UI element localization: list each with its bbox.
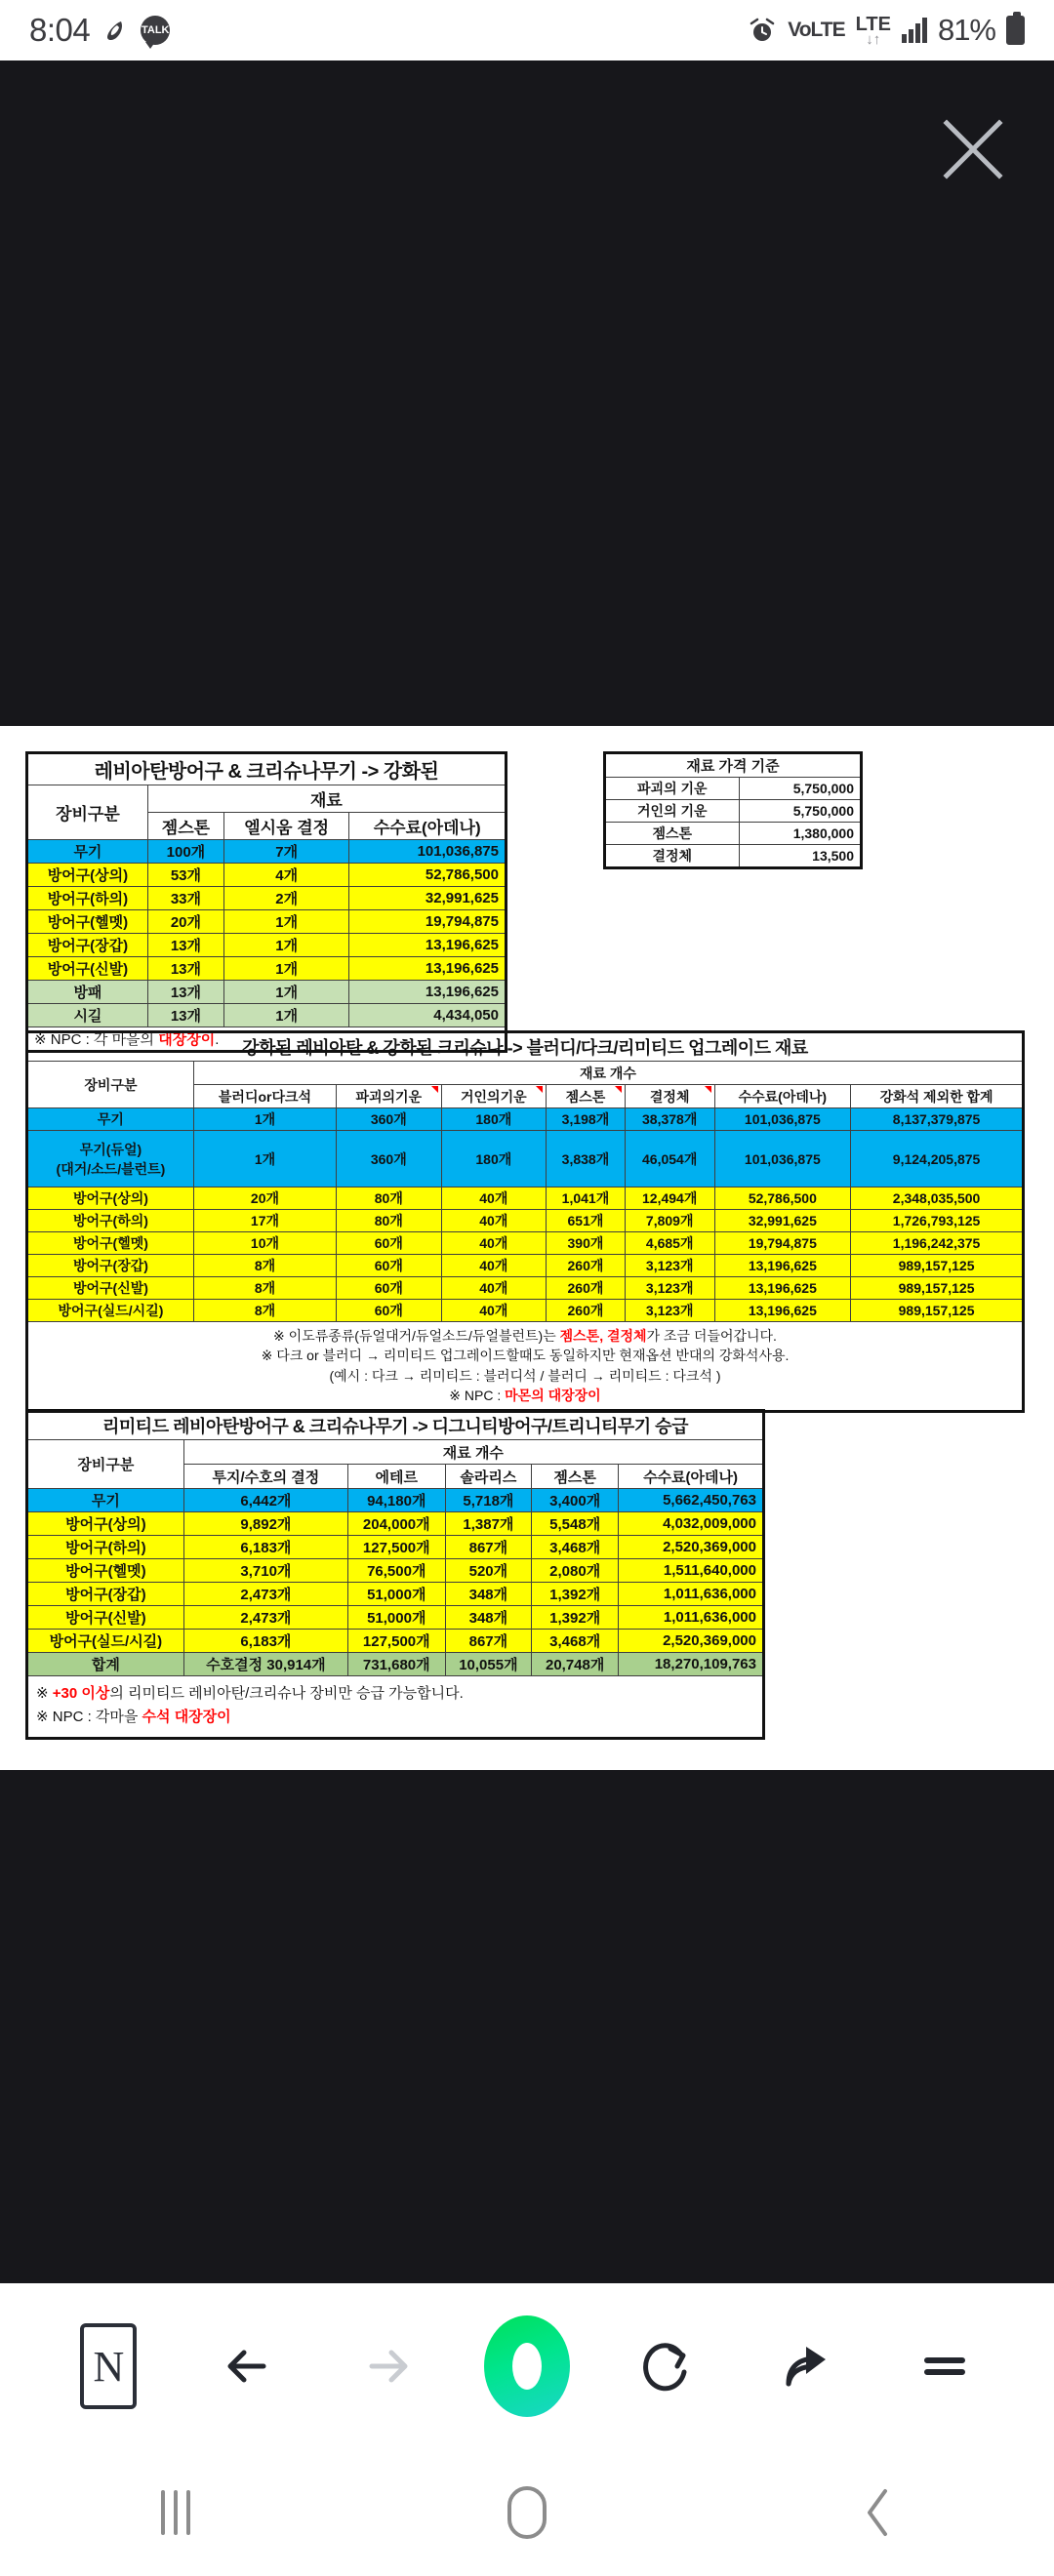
table2-row5-c3: 260개 [547, 1255, 626, 1277]
table2-row0-c4: 38,378개 [625, 1108, 714, 1131]
table2-row5-c1: 60개 [337, 1255, 442, 1277]
table3-row3-c4: 1,511,640,000 [619, 1559, 764, 1583]
table2-row4-c3: 390개 [547, 1232, 626, 1255]
table2-row3-c0: 17개 [193, 1210, 336, 1232]
table2-row6-name: 방어구(신발) [27, 1277, 194, 1300]
volte-icon: VoLTE [788, 19, 845, 41]
table2-row7-c1: 60개 [337, 1300, 442, 1322]
table1-row4-c1: 1개 [223, 934, 348, 957]
table2-row0-c2: 180개 [441, 1108, 547, 1131]
table2-row4-c6: 1,196,242,375 [851, 1232, 1024, 1255]
table3-row5-c1: 51,000개 [348, 1606, 445, 1630]
browser-toolbar [0, 2283, 1054, 2449]
table2-row3-c2: 40개 [441, 1210, 547, 1232]
table-row [27, 1255, 1024, 1277]
table2-row3-c3: 651개 [547, 1210, 626, 1232]
table3-row6-c0: 6,183개 [183, 1630, 347, 1653]
table3-row1-c4: 4,032,009,000 [619, 1512, 764, 1536]
table3-row4-c2: 348개 [445, 1583, 532, 1606]
table1-row4-c2: 13,196,625 [349, 934, 507, 957]
table-row [27, 1108, 1024, 1131]
price-row1-name: 거인의 기운 [605, 800, 740, 823]
table-row [27, 1630, 764, 1653]
price-row3-value: 13,500 [739, 845, 861, 868]
viewed-image[interactable] [0, 726, 1054, 1770]
table-row [27, 1232, 1024, 1255]
forward-button[interactable] [341, 2319, 434, 2413]
table1-title: 레비아탄방어구 & 크리슈나무기 -> 강화된 [27, 753, 507, 785]
arrow-right-icon [356, 2335, 419, 2397]
table3-notes [27, 1676, 764, 1739]
table1-col-2: 수수료(아데나) [349, 813, 507, 840]
table3-row6-c2: 867개 [445, 1630, 532, 1653]
table3-row3-name: 방어구(헬멧) [27, 1559, 184, 1583]
table3-row3-c2: 520개 [445, 1559, 532, 1583]
table3-row1-name: 방어구(상의) [27, 1512, 184, 1536]
table2-row7-c2: 40개 [441, 1300, 547, 1322]
table3-note-2 [36, 1706, 754, 1729]
table1-group-header: 재료 [147, 785, 506, 813]
share-arrow-icon [775, 2335, 837, 2397]
table2-row6-c1: 60개 [337, 1277, 442, 1300]
price-row0-name: 파괴의 기운 [605, 778, 740, 800]
table2-notes-row [27, 1322, 1024, 1412]
table3-col-0: 투지/수호의 결정 [183, 1465, 347, 1489]
table-row [27, 957, 507, 981]
table2-row5-c0: 8개 [193, 1255, 336, 1277]
table-row [27, 1512, 764, 1536]
table3-row5-c4: 1,011,636,000 [619, 1606, 764, 1630]
table2-note4-red: 마몬의 대장장이 [505, 1387, 601, 1403]
hamburger-menu-icon [913, 2335, 976, 2397]
table3 [25, 1409, 765, 1740]
back-button[interactable] [201, 2319, 295, 2413]
status-bar [0, 0, 1054, 60]
table2-note-3: (예시 : 다크 → 리미티드 : 블러디석 / 블러디 → 리미티드 : 다크석 ) [329, 1367, 721, 1384]
table2-note1-a: ※ 이도류종류(듀얼대거/듀얼소드/듀얼블런트)는 [273, 1328, 560, 1344]
table3-total-row [27, 1653, 764, 1676]
table3-row5-c3: 1,392개 [532, 1606, 619, 1630]
table3-total-c0: 수호결정 30,914개 [183, 1653, 347, 1676]
table1-row7-c0: 13개 [147, 1004, 223, 1027]
back-button[interactable] [820, 2459, 937, 2566]
table2-row7-c6: 989,157,125 [851, 1300, 1024, 1322]
menu-button[interactable] [898, 2319, 992, 2413]
table3-row4-c0: 2,473개 [183, 1583, 347, 1606]
table2-row7-c0: 8개 [193, 1300, 336, 1322]
table3-row6-c4: 2,520,369,000 [619, 1630, 764, 1653]
table3-row0-c3: 3,400개 [532, 1489, 619, 1512]
table1-row3-name: 방어구(헬멧) [27, 910, 148, 934]
price-title: 재료 가격 기준 [605, 753, 862, 778]
table2-row0-c6: 8,137,379,875 [851, 1108, 1024, 1131]
table1-col-equipment: 장비구분 [27, 785, 148, 840]
table1-row5-c1: 1개 [223, 957, 348, 981]
table1-row7-c1: 1개 [223, 1004, 348, 1027]
table1-row6-name: 방패 [27, 981, 148, 1004]
table3-row4-c3: 1,392개 [532, 1583, 619, 1606]
table2-row6-c4: 3,123개 [625, 1277, 714, 1300]
table2-row3-c4: 7,809개 [625, 1210, 714, 1232]
table1-row0-c1: 7개 [223, 840, 348, 864]
status-bar-right [748, 13, 1025, 48]
table3-row2-c0: 6,183개 [183, 1536, 347, 1559]
table1-row5-c0: 13개 [147, 957, 223, 981]
table2-row1-c6: 9,124,205,875 [851, 1131, 1024, 1187]
table1-row3-c1: 1개 [223, 910, 348, 934]
table2-row4-c0: 10개 [193, 1232, 336, 1255]
alarm-clock-icon [748, 16, 777, 45]
table3-title-row [27, 1411, 764, 1440]
table2-row5-c2: 40개 [441, 1255, 547, 1277]
table3-col-equipment: 장비구분 [27, 1440, 184, 1489]
table3-note1-red: +30 이상 [52, 1685, 110, 1702]
status-clock: 8:04 [29, 12, 91, 48]
table2-row1-c2: 180개 [441, 1131, 547, 1187]
table3-row1-c3: 5,548개 [532, 1512, 619, 1536]
signal-bars-icon [902, 18, 927, 43]
table3-row3-c0: 3,710개 [183, 1559, 347, 1583]
table3-row1-c0: 9,892개 [183, 1512, 347, 1536]
table1-row7-name: 시길 [27, 1004, 148, 1027]
naver-home-button[interactable] [61, 2319, 155, 2413]
table1-note-suffix: . [215, 1031, 220, 1048]
table2-row3-c1: 80개 [337, 1210, 442, 1232]
network-type-icon [856, 15, 891, 47]
table2-note-4 [28, 1386, 1022, 1405]
table3-row2-c2: 867개 [445, 1536, 532, 1559]
table3-row4-c4: 1,011,636,000 [619, 1583, 764, 1606]
table1-header-row-1 [27, 785, 507, 813]
home-icon [507, 2486, 547, 2539]
table1-row1-c0: 53개 [147, 864, 223, 887]
table3-note2-a: ※ NPC : 각마을 [36, 1709, 142, 1725]
table2-row1-c1: 360개 [337, 1131, 442, 1187]
table2-note1-b: 가 조금 더들어갑니다. [646, 1328, 777, 1344]
table1-row0-name: 무기 [27, 840, 148, 864]
table2-title: 강화된 레비아탄 & 강화된 크리슈나 -> 블러디/다크/리미티드 업그레이드 재료 [27, 1032, 1024, 1062]
table1-row2-c1: 2개 [223, 887, 348, 910]
table2-row6-c5: 13,196,625 [714, 1277, 851, 1300]
table2-row5-name: 방어구(장갑) [27, 1255, 194, 1277]
table3-group-header: 재료 개수 [183, 1440, 763, 1465]
table2-note-2: ※ 다크 or 블러디 → 리미티드 업그레이드할때도 동일하지만 현재옵션 반대의 강화석사용. [261, 1348, 790, 1364]
table-row [605, 778, 862, 800]
recents-button[interactable] [117, 2459, 234, 2566]
network-arrows: ↓↑ [866, 30, 881, 48]
reload-button[interactable] [620, 2319, 713, 2413]
table2-col-5: 수수료(아데나) [714, 1085, 851, 1108]
table3-row2-c3: 3,468개 [532, 1536, 619, 1559]
table2-row0-name: 무기 [27, 1108, 194, 1131]
table3-note-1 [36, 1682, 754, 1706]
table2-note4-a: ※ NPC : [449, 1387, 506, 1403]
share-button[interactable] [759, 2319, 853, 2413]
table3-row1-c2: 1,387개 [445, 1512, 532, 1536]
table2-col-1: 파괴의기운 [337, 1085, 442, 1108]
table2-row2-c1: 80개 [337, 1187, 442, 1210]
image-viewer [0, 60, 1054, 2274]
table1-row0-c0: 100개 [147, 840, 223, 864]
table1-row2-name: 방어구(하의) [27, 887, 148, 910]
table3-total-c2: 10,055개 [445, 1653, 532, 1676]
table-row [27, 1131, 1024, 1187]
table2-row0-c0: 1개 [193, 1108, 336, 1131]
table2-row4-c2: 40개 [441, 1232, 547, 1255]
table2-row7-c5: 13,196,625 [714, 1300, 851, 1322]
table3-row6-name: 방어구(실드/시길) [27, 1630, 184, 1653]
table2-row0-c5: 101,036,875 [714, 1108, 851, 1131]
table3-col-4: 수수료(아데나) [619, 1465, 764, 1489]
table2-row0-c1: 360개 [337, 1108, 442, 1131]
table2-row6-c6: 989,157,125 [851, 1277, 1024, 1300]
table1-col-1: 엘시움 결정 [223, 813, 348, 840]
table3-col-2: 솔라리스 [445, 1465, 532, 1489]
table2-row6-c2: 40개 [441, 1277, 547, 1300]
table1-row6-c1: 1개 [223, 981, 348, 1004]
table1-note-red: 대장장이 [158, 1031, 216, 1048]
price-row1-value: 5,750,000 [739, 800, 861, 823]
table2-row6-c3: 260개 [547, 1277, 626, 1300]
table3-note1-b: 의 리미티드 레비아탄/크리슈나 장비만 승급 가능합니다. [109, 1685, 464, 1702]
table3-row0-c2: 5,718개 [445, 1489, 532, 1512]
table3-row0-c4: 5,662,450,763 [619, 1489, 764, 1512]
table1-row5-name: 방어구(신발) [27, 957, 148, 981]
table3-col-1: 에테르 [348, 1465, 445, 1489]
android-nav-bar [0, 2449, 1054, 2576]
table2-row4-c4: 4,685개 [625, 1232, 714, 1255]
table3-row0-c1: 94,180개 [348, 1489, 445, 1512]
table3-row2-name: 방어구(하의) [27, 1536, 184, 1559]
table3-total-c1: 731,680개 [348, 1653, 445, 1676]
table2-row7-name: 방어구(실드/시길) [27, 1300, 194, 1322]
table1-row6-c2: 13,196,625 [349, 981, 507, 1004]
table2-row7-c4: 3,123개 [625, 1300, 714, 1322]
table3-note1-a: ※ [36, 1685, 53, 1702]
table-row [27, 1004, 507, 1027]
table2-row2-c3: 1,041개 [547, 1187, 626, 1210]
table3-row3-c3: 2,080개 [532, 1559, 619, 1583]
table2-col-2: 거인의기운 [441, 1085, 547, 1108]
table2-col-0: 블러디or다크석 [193, 1085, 336, 1108]
table3-row2-c4: 2,520,369,000 [619, 1536, 764, 1559]
table2-row5-c6: 989,157,125 [851, 1255, 1024, 1277]
table-row [27, 1536, 764, 1559]
table1 [25, 751, 507, 1053]
table-row [27, 1606, 764, 1630]
table2-note-1 [28, 1326, 1022, 1346]
table2-row4-c5: 19,794,875 [714, 1232, 851, 1255]
table3-row1-c1: 204,000개 [348, 1512, 445, 1536]
table3-row4-c1: 51,000개 [348, 1583, 445, 1606]
recents-icon [161, 2490, 190, 2535]
reload-icon [635, 2335, 698, 2397]
table2-row1-name [27, 1131, 194, 1187]
price-row0-value: 5,750,000 [739, 778, 861, 800]
table-row [27, 981, 507, 1004]
table1-col-0: 젬스톤 [147, 813, 223, 840]
status-bar-left [29, 12, 170, 49]
table3-row4-name: 방어구(장갑) [27, 1583, 184, 1606]
table-row [27, 840, 507, 864]
green-ring-icon [484, 2315, 570, 2417]
table3-total-c3: 20,748개 [532, 1653, 619, 1676]
table-row [27, 1210, 1024, 1232]
table1-row2-c2: 32,991,625 [349, 887, 507, 910]
table2-row5-c4: 3,123개 [625, 1255, 714, 1277]
table2-row2-c4: 12,494개 [625, 1187, 714, 1210]
table1-row0-c2: 101,036,875 [349, 840, 507, 864]
table3-row0-name: 무기 [27, 1489, 184, 1512]
table3-row5-name: 방어구(신발) [27, 1606, 184, 1630]
network-label: LTE [855, 13, 891, 35]
table2-notes [27, 1322, 1024, 1412]
table2-title-row [27, 1032, 1024, 1062]
table-row [27, 1489, 764, 1512]
table2-col-3: 젬스톤 [547, 1085, 626, 1108]
table2-row7-c3: 260개 [547, 1300, 626, 1322]
table3-total-name: 합계 [27, 1653, 184, 1676]
table-row [605, 800, 862, 823]
back-chevron-icon [854, 2483, 903, 2542]
table2-row6-c0: 8개 [193, 1277, 336, 1300]
table2 [25, 1030, 1025, 1413]
table-row [27, 887, 507, 910]
table1-row7-c2: 4,434,050 [349, 1004, 507, 1027]
table2-row1-name-line1: 무기(듀얼) [79, 1141, 142, 1157]
battery-icon [1006, 16, 1025, 45]
table3-container [25, 1409, 765, 1740]
table-row [27, 1187, 1024, 1210]
table3-row2-c1: 127,500개 [348, 1536, 445, 1559]
table2-row4-name: 방어구(헬멧) [27, 1232, 194, 1255]
table-row [27, 1559, 764, 1583]
price-title-row [605, 753, 862, 778]
price-row3-name: 결정체 [605, 845, 740, 868]
table-row [27, 1277, 1024, 1300]
close-icon[interactable] [931, 107, 1015, 191]
table-row [27, 1583, 764, 1606]
table2-row0-c3: 3,198개 [547, 1108, 626, 1131]
table-row [27, 910, 507, 934]
table3-row6-c1: 127,500개 [348, 1630, 445, 1653]
table3-col-3: 젬스톤 [532, 1465, 619, 1489]
table2-note1-red: 젬스톤, 결정체 [559, 1328, 647, 1344]
table2-row1-c4: 46,054개 [625, 1131, 714, 1187]
table3-total-c4: 18,270,109,763 [619, 1653, 764, 1676]
table3-header-row-1 [27, 1440, 764, 1465]
table2-col-4: 결정체 [625, 1085, 714, 1108]
table3-row3-c1: 76,500개 [348, 1559, 445, 1583]
table1-row3-c0: 20개 [147, 910, 223, 934]
table2-row3-name: 방어구(하의) [27, 1210, 194, 1232]
table3-row5-c2: 348개 [445, 1606, 532, 1630]
table2-col-6: 강화석 제외한 합계 [851, 1085, 1024, 1108]
table3-row6-c3: 3,468개 [532, 1630, 619, 1653]
table2-row4-c1: 60개 [337, 1232, 442, 1255]
table1-row1-c2: 52,786,500 [349, 864, 507, 887]
table2-row2-c0: 20개 [193, 1187, 336, 1210]
table2-row5-c5: 13,196,625 [714, 1255, 851, 1277]
table3-note2-red: 수석 대장장이 [142, 1709, 231, 1725]
home-button[interactable] [468, 2459, 586, 2566]
table2-container [25, 1030, 1025, 1413]
table3-notes-row [27, 1676, 764, 1739]
table-row [27, 864, 507, 887]
price-row2-value: 1,380,000 [739, 823, 861, 845]
table2-col-equipment: 장비구분 [27, 1062, 194, 1108]
naver-search-button[interactable] [480, 2319, 574, 2413]
price-table [603, 751, 863, 869]
table-row [605, 845, 862, 868]
table1-row3-c2: 19,794,875 [349, 910, 507, 934]
table1-row1-c1: 4개 [223, 864, 348, 887]
table1-title-row [27, 753, 507, 785]
table2-row3-c6: 1,726,793,125 [851, 1210, 1024, 1232]
arrow-left-icon [217, 2335, 279, 2397]
price-row2-name: 젬스톤 [605, 823, 740, 845]
table3-row5-c0: 2,473개 [183, 1606, 347, 1630]
table1-row2-c0: 33개 [147, 887, 223, 910]
table-row [605, 823, 862, 845]
table1-row4-name: 방어구(장갑) [27, 934, 148, 957]
naver-logo-icon: N [80, 2323, 137, 2409]
table2-row2-name: 방어구(상의) [27, 1187, 194, 1210]
table2-row1-c0: 1개 [193, 1131, 336, 1187]
table-row [27, 934, 507, 957]
kakaotalk-icon: TALK [141, 16, 170, 45]
table-row [27, 1300, 1024, 1322]
table3-title: 리미티드 레비아탄방어구 & 크리슈나무기 -> 디그니티방어구/트리니티무기 승급 [27, 1411, 764, 1440]
table1-row1-name: 방어구(상의) [27, 864, 148, 887]
table2-row2-c2: 40개 [441, 1187, 547, 1210]
table2-row2-c5: 52,786,500 [714, 1187, 851, 1210]
table1-row6-c0: 13개 [147, 981, 223, 1004]
table2-header-row-1 [27, 1062, 1024, 1085]
battery-percent: 81% [937, 13, 995, 47]
table2-row1-c5: 101,036,875 [714, 1131, 851, 1187]
table1-container [25, 751, 507, 1053]
table2-row2-c6: 2,348,035,500 [851, 1187, 1024, 1210]
table2-group-header: 재료 개수 [193, 1062, 1023, 1085]
table1-row5-c2: 13,196,625 [349, 957, 507, 981]
table2-row1-name-line2: (대거/소드/블런트) [56, 1160, 166, 1177]
table3-row0-c0: 6,442개 [183, 1489, 347, 1512]
location-drop-icon [101, 17, 129, 44]
table1-note-prefix: ※ NPC : 각 마을의 [34, 1031, 159, 1048]
table1-row4-c0: 13개 [147, 934, 223, 957]
table2-row1-c3: 3,838개 [547, 1131, 626, 1187]
table2-row3-c5: 32,991,625 [714, 1210, 851, 1232]
